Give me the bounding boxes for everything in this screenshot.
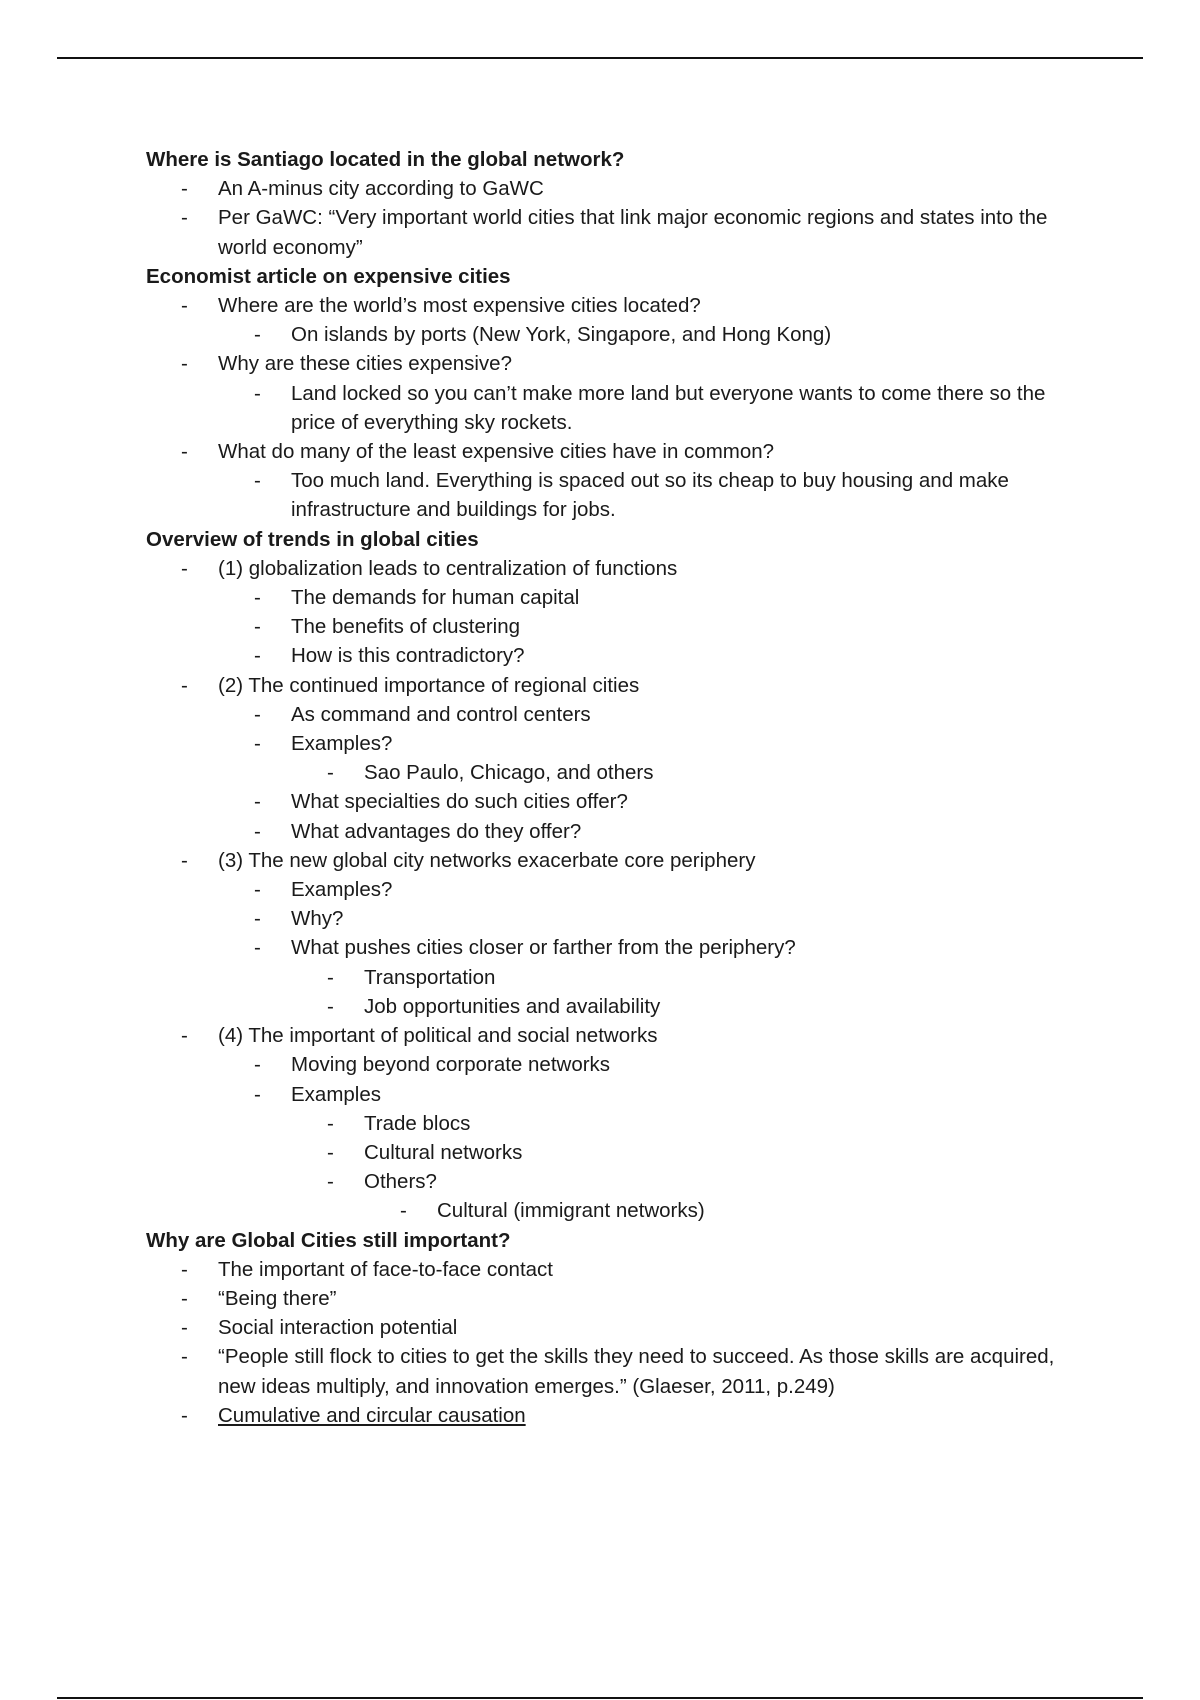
document-body — [146, 145, 1086, 1430]
list-item: - What advantages do they offer? — [146, 817, 1086, 846]
bullet-dash: - — [181, 1024, 188, 1048]
list-item: - Examples? — [146, 875, 1086, 904]
bullet-dash: - — [327, 965, 334, 989]
list-item: - (3) The new global city networks exacerbate core periphery — [146, 846, 1086, 875]
list-item: - Examples — [146, 1080, 1086, 1109]
list-item: - Where are the world’s most expensive cities located? — [146, 291, 1086, 320]
bullet-dash: - — [181, 440, 188, 464]
bullet-dash: - — [254, 790, 261, 814]
bullet-dash: - — [254, 586, 261, 610]
top-rule — [57, 57, 1143, 59]
list-item: - Examples? — [146, 729, 1086, 758]
bullet-dash: - — [254, 819, 261, 843]
list-item: - An A-minus city according to GaWC — [146, 174, 1086, 203]
bullet-dash: - — [181, 1286, 188, 1310]
bullet-dash: - — [254, 878, 261, 902]
bullet-dash: - — [254, 644, 261, 668]
section-list-economist — [146, 291, 1086, 525]
list-item: - Cultural networks — [146, 1138, 1086, 1167]
bullet-dash: - — [181, 556, 188, 580]
list-item: - Transportation — [146, 963, 1086, 992]
bullet-dash: - — [327, 761, 334, 785]
bullet-dash: - — [327, 994, 334, 1018]
list-item: - (4) The important of political and social networks — [146, 1021, 1086, 1050]
section-heading-santiago: Where is Santiago located in the global network? — [146, 148, 625, 171]
bottom-rule — [57, 1697, 1143, 1699]
bullet-dash: - — [254, 907, 261, 931]
list-item: - On islands by ports (New York, Singapore, and Hong Kong) — [146, 320, 1086, 349]
bullet-dash: - — [181, 294, 188, 318]
list-item: - What specialties do such cities offer? — [146, 787, 1086, 816]
list-item: - Moving beyond corporate networks — [146, 1050, 1086, 1079]
list-item: - Job opportunities and availability — [146, 992, 1086, 1021]
bullet-dash: - — [181, 177, 188, 201]
list-item: - Why are these cities expensive? — [146, 349, 1086, 378]
bullet-dash: - — [181, 1316, 188, 1340]
list-item: - What pushes cities closer or farther from the periphery? — [146, 933, 1086, 962]
underlined-text: Cumulative and circular causation — [218, 1403, 526, 1427]
list-item: - Cultural (immigrant networks) — [146, 1196, 1086, 1225]
list-item: - The benefits of clustering — [146, 612, 1086, 641]
bullet-dash: - — [327, 1140, 334, 1164]
list-item: - Why? — [146, 904, 1086, 933]
bullet-dash: - — [254, 323, 261, 347]
bullet-dash: - — [254, 615, 261, 639]
bullet-dash: - — [181, 1345, 188, 1369]
list-item: - “People still flock to cities to get the skills they need to succeed. As those skills are acquired, new ideas multiply, and innovation emerges.” (Glaeser, 2011, p.249) — [146, 1342, 1086, 1400]
bullet-dash: - — [181, 673, 188, 697]
bullet-dash: - — [254, 469, 261, 493]
list-item: - The important of face-to-face contact — [146, 1255, 1086, 1284]
bullet-dash: - — [181, 1257, 188, 1281]
bullet-dash: - — [254, 1053, 261, 1077]
bullet-dash: - — [254, 702, 261, 726]
list-item: - “Being there” — [146, 1284, 1086, 1313]
list-item: - Social interaction potential — [146, 1313, 1086, 1342]
list-item: - Per GaWC: “Very important world cities that link major economic regions and states into the world economy” — [146, 203, 1086, 261]
bullet-dash: - — [181, 206, 188, 230]
list-item: - (1) globalization leads to centralization of functions — [146, 554, 1086, 583]
bullet-dash: - — [254, 936, 261, 960]
section-heading-global-cities: Why are Global Cities still important? — [146, 1228, 511, 1252]
bullet-dash: - — [327, 1111, 334, 1135]
list-item: - Trade blocs — [146, 1109, 1086, 1138]
section-list-santiago — [146, 174, 1086, 262]
list-item: - Land locked so you can’t make more land but everyone wants to come there so the price of everything sky rockets. — [146, 379, 1086, 437]
bullet-dash: - — [400, 1199, 407, 1223]
section-heading-economist: Economist article on expensive cities — [146, 264, 511, 288]
section-heading-trends: Overview of trends in global cities — [146, 527, 479, 551]
list-item: - As command and control centers — [146, 700, 1086, 729]
section-list-trends — [146, 554, 1086, 1226]
list-item — [146, 1401, 1086, 1430]
list-item: - The demands for human capital — [146, 583, 1086, 612]
bullet-dash: - — [254, 732, 261, 756]
list-item: - Others? — [146, 1167, 1086, 1196]
bullet-dash: - — [254, 381, 261, 405]
bullet-dash: - — [254, 1082, 261, 1106]
bullet-dash: - — [181, 352, 188, 376]
list-item: - (2) The continued importance of regional cities — [146, 671, 1086, 700]
list-item: - What do many of the least expensive cities have in common? — [146, 437, 1086, 466]
bullet-dash: - — [181, 1403, 188, 1427]
list-item: - Too much land. Everything is spaced out so its cheap to buy housing and make infrastructure and buildings for jobs. — [146, 466, 1086, 524]
bullet-dash: - — [181, 848, 188, 872]
section-list-global-cities — [146, 1255, 1086, 1430]
list-item: - How is this contradictory? — [146, 641, 1086, 670]
list-item: - Sao Paulo, Chicago, and others — [146, 758, 1086, 787]
bullet-dash: - — [327, 1170, 334, 1194]
